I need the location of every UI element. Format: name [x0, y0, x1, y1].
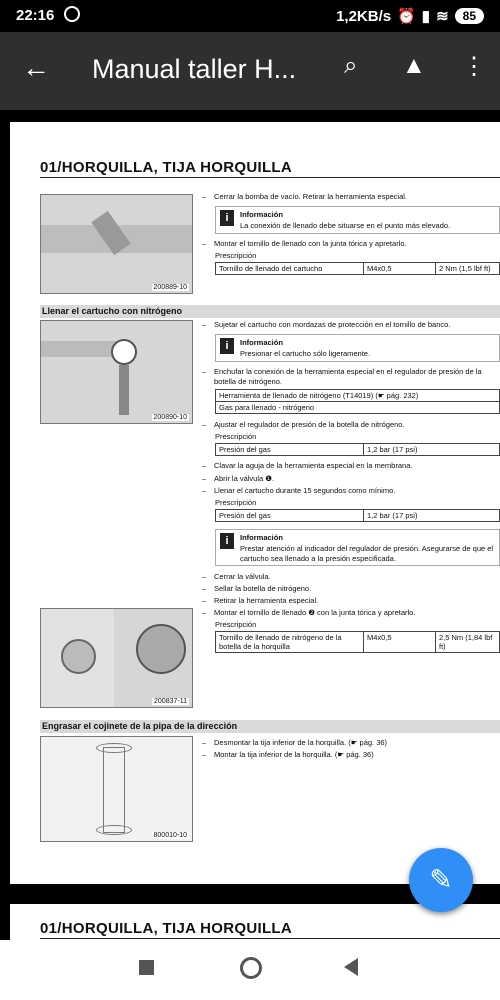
step: – Ajustar el regulador de presión de la botella de nitrógeno. — [202, 420, 497, 430]
figure-nitrogen-gauge — [40, 320, 193, 424]
table-cell: Gas para llenado - nitrógeno — [216, 402, 500, 414]
table-cell: 1,2 bar (17 psi) — [364, 444, 500, 456]
figure-code: 200889-10 — [153, 284, 187, 291]
table-cell: 2,5 Nm (1,84 lbf ft) — [436, 632, 500, 653]
info-text: La conexión de llenado debe situarse en el punto más elevado. — [240, 221, 451, 230]
pdf-page — [10, 122, 500, 884]
arrow-left-icon[interactable]: ← — [22, 52, 50, 83]
table-cell: Presión del gas — [216, 510, 364, 522]
prescription-label: Prescripción — [215, 432, 257, 441]
table-row — [216, 444, 500, 456]
title-rule — [40, 177, 500, 178]
step: – Montar el tornillo de llenado ❷ con la junta tórica y apretarlo. — [202, 608, 497, 618]
pdf-page-next — [10, 904, 500, 940]
table-cell: Tornillo de llenado del cartucho — [216, 263, 364, 275]
page-title: 01/HORQUILLA, TIJA HORQUILLA — [40, 159, 293, 176]
step: – Llenar el cartucho durante 15 segundos como mínimo. — [202, 486, 497, 496]
triangle-back-icon[interactable] — [344, 958, 358, 976]
tools-table — [215, 389, 500, 414]
info-box — [215, 334, 500, 362]
battery-indicator: 85 — [455, 8, 484, 24]
info-icon: i — [220, 533, 234, 549]
step: – Clavar la aguja de la herramienta especial en la membrana. — [202, 461, 497, 471]
table-cell: 2 Nm (1,5 lbf ft) — [436, 263, 500, 275]
step: – Retirar la herramienta especial. — [202, 596, 497, 606]
spec-table — [215, 631, 500, 653]
search-icon[interactable]: ⌕ — [344, 52, 358, 79]
table-row — [216, 402, 500, 414]
info-heading: Información — [240, 533, 283, 542]
step: – Sujetar el cartucho con mordazas de protección en el tornillo de banco. — [202, 320, 497, 330]
table-cell: M4x0,5 — [364, 263, 436, 275]
edit-button[interactable] — [409, 848, 473, 912]
step: – Desmontar la tija inferior de la horquilla. (☛ pág. 36) — [202, 738, 497, 748]
table-row — [216, 263, 500, 275]
clock: 22:16 — [16, 7, 55, 24]
page-title: 01/HORQUILLA, TIJA HORQUILLA — [40, 920, 293, 937]
info-box — [215, 529, 500, 566]
whatsapp-icon — [64, 6, 80, 22]
info-icon: i — [220, 210, 234, 226]
step: – Sellar la botella de nitrógeno. — [202, 584, 497, 594]
edit-icon: ✎ — [429, 864, 453, 895]
figure-code: 200890-10 — [153, 414, 187, 421]
section-heading: Llenar el cartucho con nitrógeno — [40, 305, 500, 318]
status-bar — [0, 0, 500, 32]
figure-filling-screw — [40, 194, 193, 294]
drive-add-icon[interactable]: ▲ — [402, 52, 426, 79]
info-icon: i — [220, 338, 234, 354]
square-icon[interactable] — [139, 960, 154, 975]
signal-icon: ▮ — [421, 8, 431, 25]
info-heading: Información — [240, 338, 283, 347]
figure-steering-bearing — [40, 736, 193, 842]
alarm-icon: ⏰ — [397, 8, 416, 25]
figure-code: 800010-10 — [153, 832, 187, 839]
table-cell: Herramienta de llenado de nitrógeno (T14019) (☛ pág. 232) — [216, 390, 500, 402]
figure-filling-screw-2 — [40, 608, 193, 708]
prescription-label: Prescripción — [215, 498, 257, 507]
document-title: Manual taller H... — [92, 54, 297, 84]
step: – Abrir la válvula ❶. — [202, 474, 497, 484]
figure-code: 200837-11 — [154, 698, 187, 705]
more-vert-icon[interactable]: ⋮ — [462, 53, 486, 80]
step: – Cerrar la bomba de vacío. Retirar la herramienta especial. — [202, 192, 497, 202]
spec-table — [215, 262, 500, 275]
spec-table — [215, 509, 500, 522]
app-bar — [0, 32, 500, 110]
table-cell: Tornillo de llenado de nitrógeno de la botella de la horquilla — [216, 632, 364, 653]
section-heading: Engrasar el cojinete de la pipa de la dirección — [40, 720, 500, 733]
step: – Enchufar la conexión de la herramienta especial en el regulador de presión de la botella de nitrógeno. — [202, 367, 497, 387]
prescription-label: Prescripción — [215, 251, 257, 260]
step: – Montar la tija inferior de la horquilla. (☛ pág. 36) — [202, 750, 497, 760]
title-rule — [40, 938, 500, 939]
navigation-bar — [0, 940, 500, 1000]
table-cell: 1,2 bar (17 psi) — [364, 510, 500, 522]
table-row — [216, 510, 500, 522]
table-cell: M4x0,5 — [364, 632, 436, 653]
info-box — [215, 206, 500, 234]
info-text: Presionar el cartucho sólo ligeramente. — [240, 349, 371, 358]
info-heading: Información — [240, 210, 283, 219]
wifi-icon: ≋ — [436, 8, 449, 25]
circle-icon[interactable] — [240, 957, 262, 979]
step: – Montar el tornillo de llenado con la junta tórica y apretarlo. — [202, 239, 497, 249]
table-row — [216, 390, 500, 402]
network-speed: 1,2KB/s — [336, 7, 392, 25]
table-row — [216, 632, 500, 653]
step: – Cerrar la válvula. — [202, 572, 497, 582]
table-cell: Presión del gas — [216, 444, 364, 456]
info-text: Prestar atención al indicador del regulador de presión. Asegurarse de que el cartucho sea llenado a la presión especificada. — [240, 544, 494, 563]
spec-table — [215, 443, 500, 456]
prescription-label: Prescripción — [215, 620, 257, 629]
